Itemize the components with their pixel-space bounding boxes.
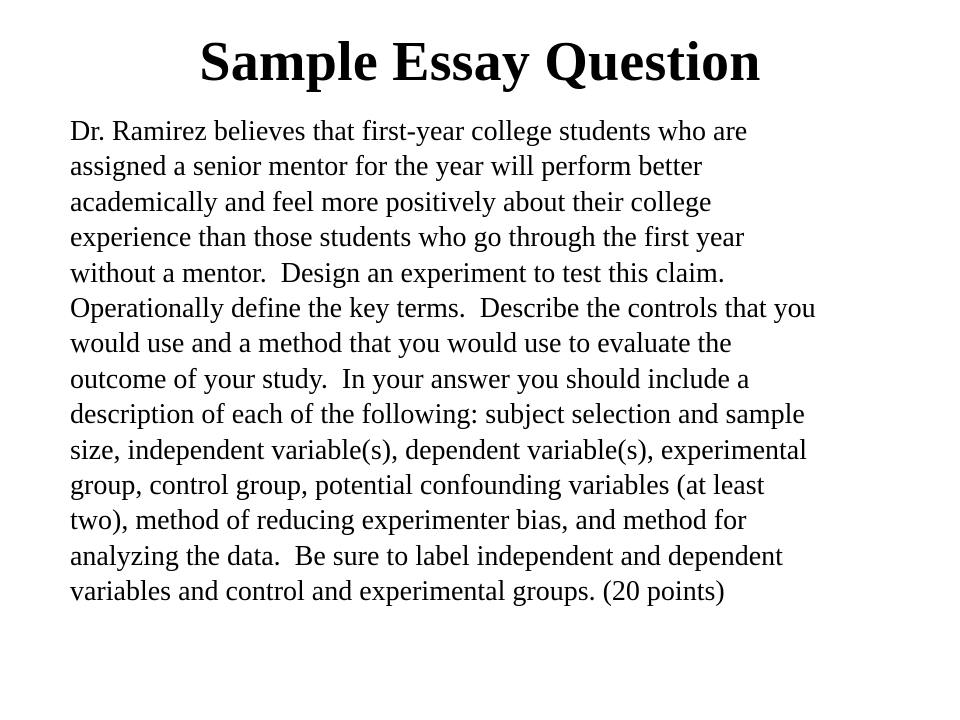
essay-question-body	[70, 114, 950, 609]
body-line: experience than those students who go through the first year	[70, 222, 745, 254]
body-line: assigned a senior mentor for the year will perform better	[70, 151, 703, 183]
body-line: group, control group, potential confounding variables (at least	[70, 469, 765, 501]
body-line: size, independent variable(s), dependent variable(s), experimental	[70, 434, 808, 466]
slide-title: Sample Essay Question	[199, 31, 761, 93]
body-line: Dr. Ramirez believes that first-year college students who are	[70, 116, 748, 147]
body-line: outcome of your study. In your answer you should include a	[70, 363, 750, 395]
body-line: would use and a method that you would use to evaluate the	[70, 328, 732, 360]
body-line: analyzing the data. Be sure to label independent and dependent	[70, 540, 783, 572]
body-line: two), method of reducing experimenter bias, and method for	[70, 505, 747, 537]
body-line: Operationally define the key terms. Describe the controls that you	[70, 292, 816, 324]
body-line: without a mentor. Design an experiment to test this claim.	[70, 257, 725, 289]
body-line: variables and control and experimental groups. (20 points)	[70, 576, 725, 608]
body-line: academically and feel more positively about their college	[70, 186, 712, 218]
body-line: description of each of the following: subject selection and sample	[70, 399, 805, 431]
